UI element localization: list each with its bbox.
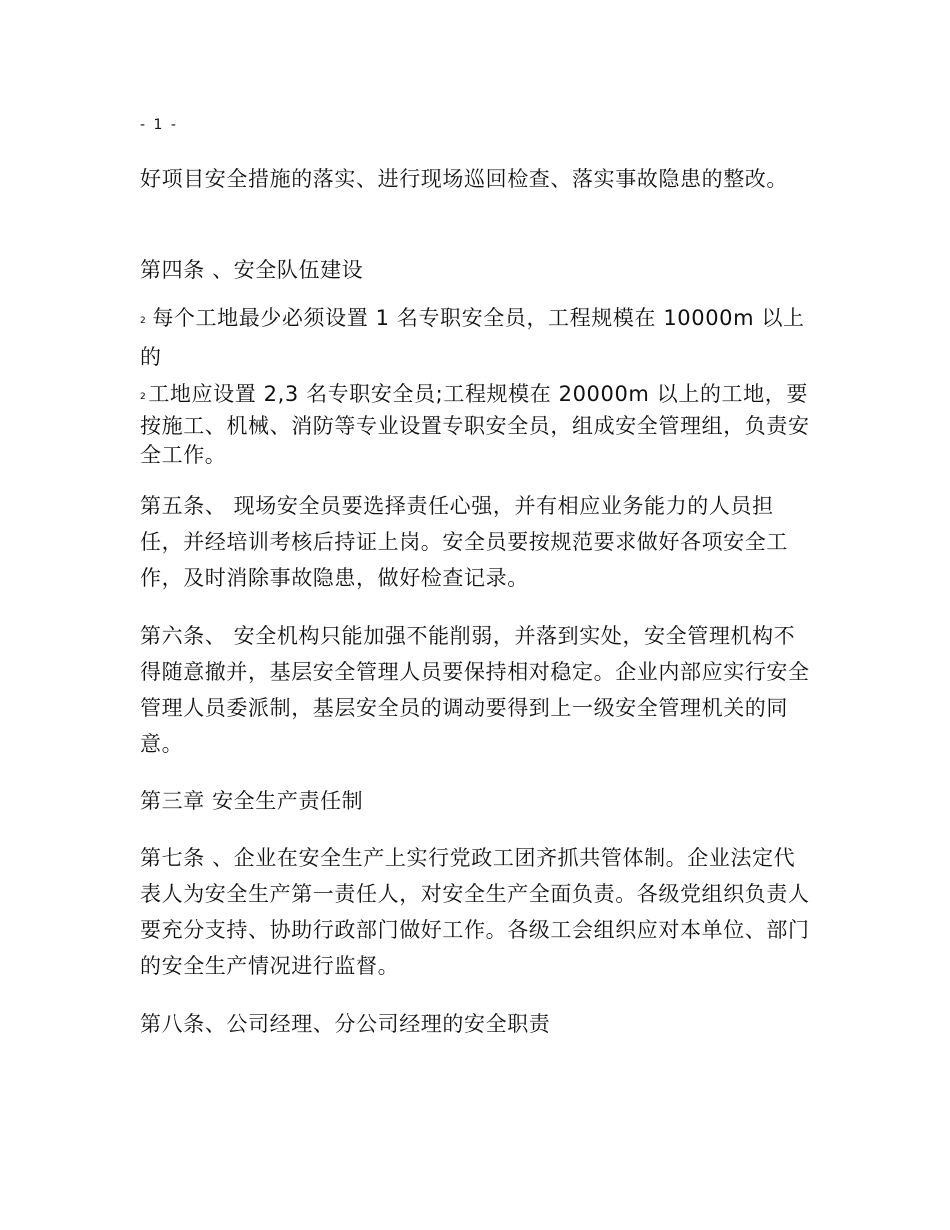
- article-4-item-1-text: 每个工地最少必须设置 1 名专职安全员，工程规模在 10000m 以上的: [140, 306, 805, 369]
- article-7-paragraph: 第七条 、企业在安全生产上实行党政工团齐抓共管体制。企业法定代表人为安全生产第一责任人，对安全生产全面负责。各级党组织负责人要充分支持、协助行政部门做好工作。各级工会组织应对本单位、部门的安全生产情况进行监督。: [140, 846, 810, 978]
- article-6-paragraph: 第六条、 安全机构只能加强不能削弱，并落到实处，安全管理机构不得随意撤并，基层安全管理人员要保持相对稳定。企业内部应实行安全管理人员委派制，基层安全员的调动要得到上一级安全管理机关的同意。: [140, 624, 810, 756]
- chapter-3-heading: 第三章 安全生产责任制: [140, 789, 364, 813]
- article-4-heading: 第四条 、安全队伍建设: [140, 258, 364, 282]
- page-number: - 1 -: [140, 117, 178, 133]
- paragraph-continuation: 好项目安全措施的落实、进行现场巡回检查、落实事故隐患的整改。: [140, 167, 788, 191]
- article-4-item-2-text: 工地应设置 2,3 名专职安全员;工程规模在 20000m 以上的工地，要按施工、机械、消防等专业设置专职安全员，组成安全管理组，负责安全工作。: [140, 382, 810, 467]
- article-4-item-2: [140, 380, 815, 470]
- article-8-heading: 第八条、公司经理、分公司经理的安全职责: [140, 1012, 551, 1036]
- article-5-paragraph: 第五条、 现场安全员要选择责任心强，并有相应业务能力的人员担任，并经培训考核后持证上岗。安全员要按规范要求做好各项安全工作，及时消除事故隐患，做好检查记录。: [140, 494, 788, 590]
- article-4-item-1: [140, 300, 815, 375]
- superscript-mark: 2: [140, 392, 147, 402]
- superscript-mark: 2: [140, 316, 147, 326]
